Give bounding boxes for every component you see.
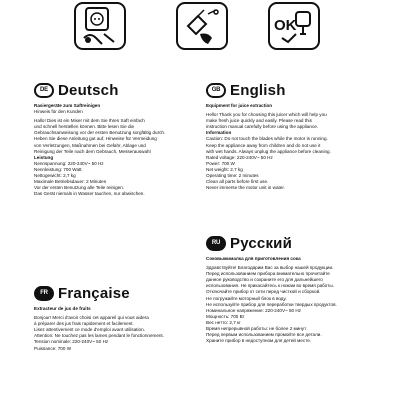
text-line: Hinweis für den Kunden (34, 109, 83, 115)
hand-cleaning-blade-icon (176, 2, 228, 50)
language-badge-de: DE (34, 83, 54, 98)
text-line: Bonjour! Merci d'avoir choisi cet appareil qui vous aidera (34, 315, 149, 321)
text-line: von Verletzungen, Maßnahmen bei Gefahr, Ablage und (34, 142, 146, 148)
text-line: Отключайте прибор от сети перед чисткой и сборкой. (206, 289, 321, 295)
text-line: Nettogewicht: 2,7 kg (34, 173, 76, 179)
section-title-russian: Русский (230, 234, 293, 252)
language-badge-fr: FR (34, 286, 54, 301)
text-line: Keep the appliance away from children and do not use it (206, 142, 321, 148)
section-body-russian (206, 256, 382, 344)
text-line: Heben Sie diese Anleitung gut auf, Hinweise für Vermeidung (34, 136, 157, 142)
text-line: Hallo! Dies ist ein Mixer mit dem Sie Ihren Saft einfach (34, 118, 145, 124)
text-line: make fresh juice quickly and easily. Please read this (206, 118, 312, 124)
text-line: Перед первым использованием промойте все детали. (206, 332, 322, 338)
text-line: Gebrauchsanweisung vor der ersten Benutzung sorgfältig durch. (34, 130, 166, 136)
text-line: à préparer des jus frais rapidement et facilement. (34, 321, 134, 327)
text-line: Reinigung der Teile nach dem Gebrauch, Messerauswahl (34, 148, 151, 154)
text-line: Соковыжималка для приготовления сока (206, 256, 301, 261)
text-line: Храните прибор в недоступном для детей месте. (206, 338, 312, 344)
section-header-english (206, 80, 382, 100)
text-line: Rated voltage: 220-240V~ 50 Hz (206, 154, 273, 160)
section-russian (206, 233, 382, 344)
text-line: Maximale Betriebsdauer: 2 Minuten (34, 179, 107, 185)
section-body-english (206, 103, 382, 191)
text-line: Hello! Thank you for choosing this juicer which will help you (206, 112, 327, 118)
text-line: Vor der ersten Benutzung alle Teile reinigen. (34, 185, 125, 191)
text-line: Не погружайте моторный блок в воду. (206, 295, 287, 301)
text-line: Nennspannung: 220-240V~ 50 Hz (34, 160, 104, 166)
section-body-deutsch (34, 103, 210, 197)
text-line: with wet hands. Always unplug the appliance before cleaning. (206, 148, 331, 154)
ok-socket-check-icon (268, 2, 320, 50)
text-line: Never immerse the motor unit in water. (206, 185, 285, 191)
section-francaise (34, 283, 210, 352)
text-line: Extracteur de jus de fruits (34, 306, 91, 311)
section-title-english: English (230, 81, 286, 99)
section-header-russian (206, 233, 382, 253)
text-line: Не используйте прибор для переработки твердых продуктов. (206, 301, 337, 307)
text-line: Вес нетто: 2,7 кг (206, 319, 241, 325)
text-line: использования. Не прикасайтесь к ножам во время работы. (206, 283, 334, 289)
text-line: Operating time: 2 minutes (206, 173, 259, 179)
text-line: instruction manual carefully before using the appliance. (206, 124, 319, 130)
section-body-francaise (34, 306, 210, 352)
text-line: Здравствуйте! Благодарим Вас за выбор нашей продукции. (206, 265, 334, 271)
text-line: Caution: Do not touch the blades while the motor is running. (206, 136, 328, 142)
section-deutsch (34, 80, 210, 197)
text-line: Tension nominale: 220-240V~ 50 Hz (34, 339, 109, 345)
text-line: Puissance: 700 W (34, 345, 72, 351)
section-title-deutsch: Deutsch (58, 81, 119, 99)
section-header-deutsch (34, 80, 210, 100)
text-line: данное руководство и сохраните его для дальнейшего (206, 277, 323, 283)
text-line: Nennleistung: 700 Watt (34, 166, 82, 172)
text-line: Attention: Ne touchez pas les lames pendant le fonctionnement. (34, 333, 164, 339)
text-line: Перед использованием прибора внимательно прочитайте (206, 271, 330, 277)
text-line: Clean all parts before first use. (206, 179, 269, 185)
section-header-francaise (34, 283, 210, 303)
text-line: Equipment for juice extraction (206, 103, 273, 108)
language-badge-gb: GB (206, 83, 226, 98)
plug-wall-socket-icon (74, 2, 126, 50)
language-badge-ru: RU (206, 236, 226, 251)
text-line: Мощность: 700 Вт (206, 313, 245, 319)
text-line: Leistung (34, 154, 54, 160)
text-line: Das Gerät niemals in Wasser tauchen, nur abwischen. (34, 191, 145, 197)
text-line: Information (206, 130, 232, 136)
section-title-francaise: Française (58, 284, 130, 302)
text-line: Power: 700 W (206, 160, 235, 166)
text-line: Rasiergeräte zum Saftreinigen (34, 103, 101, 108)
section-english (206, 80, 382, 191)
text-line: und schnell herstellen können. Bitte lesen Sie die (34, 124, 135, 130)
text-line: Номинальное напряжение: 220-240V~ 50 Hz (206, 307, 301, 313)
text-line: Net weight: 2.7 kg (206, 166, 243, 172)
svg-text:OK: OK (274, 17, 297, 34)
text-line: Время непрерывной работы: не более 2 минут (206, 326, 307, 332)
text-line: Lisez attentivement ce mode d'emploi avant utilisation. (34, 327, 145, 333)
